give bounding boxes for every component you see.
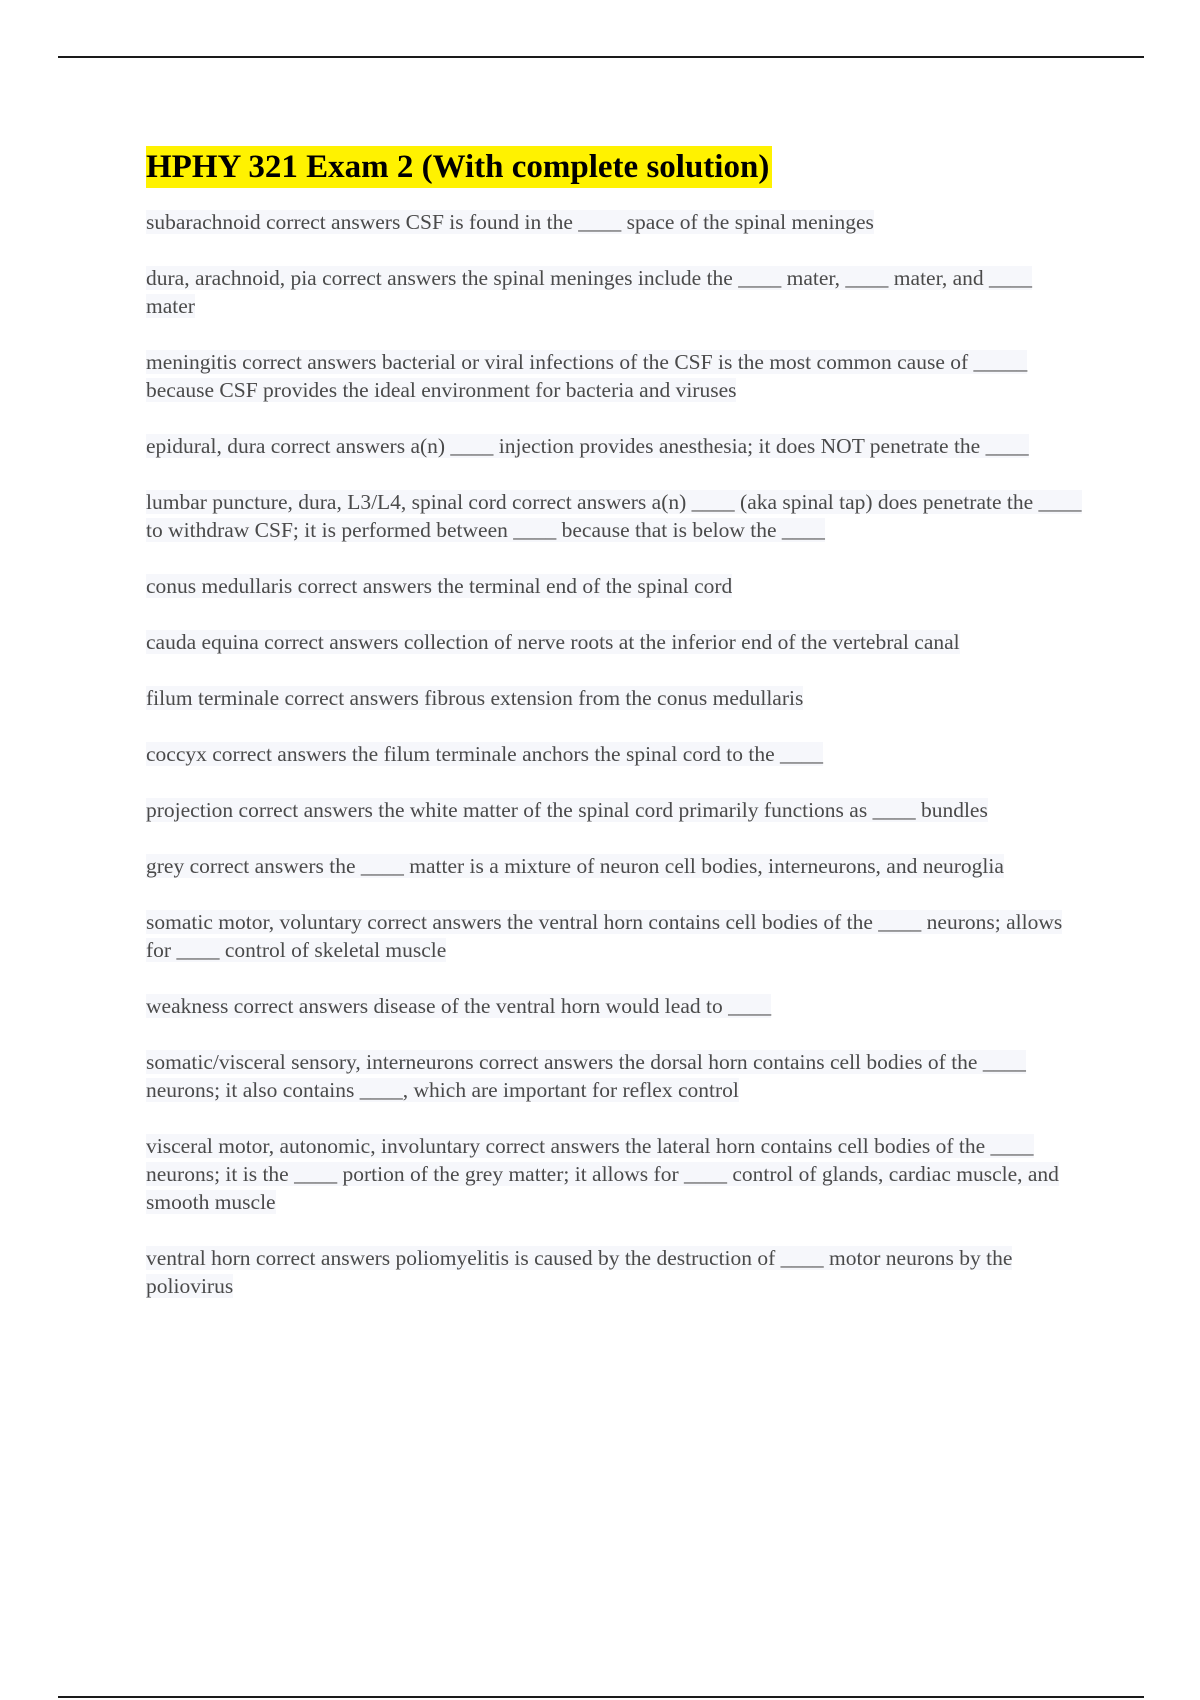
qa-text: epidural, dura correct answers a(n) ____ injection provides anesthesia; it does NOT penetrate the ____ — [146, 434, 1029, 458]
qa-entry — [146, 1132, 1086, 1216]
qa-text: grey correct answers the ____ matter is a mixture of neuron cell bodies, interneurons, and neuroglia — [146, 854, 1004, 878]
qa-entry — [146, 348, 1086, 404]
qa-entry — [146, 684, 1086, 712]
qa-entry — [146, 488, 1086, 544]
qa-text: dura, arachnoid, pia correct answers the spinal meninges include the ____ mater, ____ mater, and ____ mater — [146, 266, 1033, 318]
qa-entry — [146, 1244, 1086, 1300]
qa-entry — [146, 740, 1086, 768]
top-rule — [58, 56, 1144, 58]
qa-text: coccyx correct answers the filum terminale anchors the spinal cord to the ____ — [146, 742, 824, 766]
qa-entry — [146, 264, 1086, 320]
qa-text: weakness correct answers disease of the ventral horn would lead to ____ — [146, 994, 772, 1018]
qa-text: conus medullaris correct answers the terminal end of the spinal cord — [146, 574, 733, 598]
qa-entry — [146, 1048, 1086, 1104]
document-title: HPHY 321 Exam 2 (With complete solution) — [146, 146, 772, 188]
document-body — [146, 146, 1086, 1328]
qa-text: ventral horn correct answers poliomyelitis is caused by the destruction of ____ motor neurons by the poliovirus — [146, 1246, 1013, 1298]
qa-entry — [146, 908, 1086, 964]
qa-entry — [146, 432, 1086, 460]
qa-entry — [146, 572, 1086, 600]
qa-entry — [146, 796, 1086, 824]
bottom-rule — [58, 1696, 1144, 1698]
qa-entry — [146, 992, 1086, 1020]
qa-text: meningitis correct answers bacterial or viral infections of the CSF is the most common cause of _____ because CSF provides the ideal environment for bacteria and viruses — [146, 350, 1028, 402]
qa-text: filum terminale correct answers fibrous extension from the conus medullaris — [146, 686, 804, 710]
qa-text: projection correct answers the white matter of the spinal cord primarily functions as ____ bundles — [146, 798, 988, 822]
qa-entry — [146, 628, 1086, 656]
qa-text: visceral motor, autonomic, involuntary correct answers the lateral horn contains cell bodies of the ____ neurons; it is the ____ portion of the grey matter; it allows for ____ control of glands, cardiac muscle, and smooth muscle — [146, 1134, 1059, 1214]
qa-text: cauda equina correct answers collection of nerve roots at the inferior end of the vertebral canal — [146, 630, 960, 654]
qa-list — [146, 208, 1086, 1300]
qa-text: somatic/visceral sensory, interneurons correct answers the dorsal horn contains cell bodies of the ____ neurons; it also contains ____, which are important for reflex control — [146, 1050, 1026, 1102]
qa-text: subarachnoid correct answers CSF is found in the ____ space of the spinal meninges — [146, 210, 874, 234]
qa-text: lumbar puncture, dura, L3/L4, spinal cord correct answers a(n) ____ (aka spinal tap) does penetrate the ____ to withdraw CSF; it is performed between ____ because that is below the ____ — [146, 490, 1082, 542]
qa-entry — [146, 852, 1086, 880]
qa-entry — [146, 208, 1086, 236]
qa-text: somatic motor, voluntary correct answers the ventral horn contains cell bodies of the ____ neurons; allows for ____ control of skeletal muscle — [146, 910, 1063, 962]
